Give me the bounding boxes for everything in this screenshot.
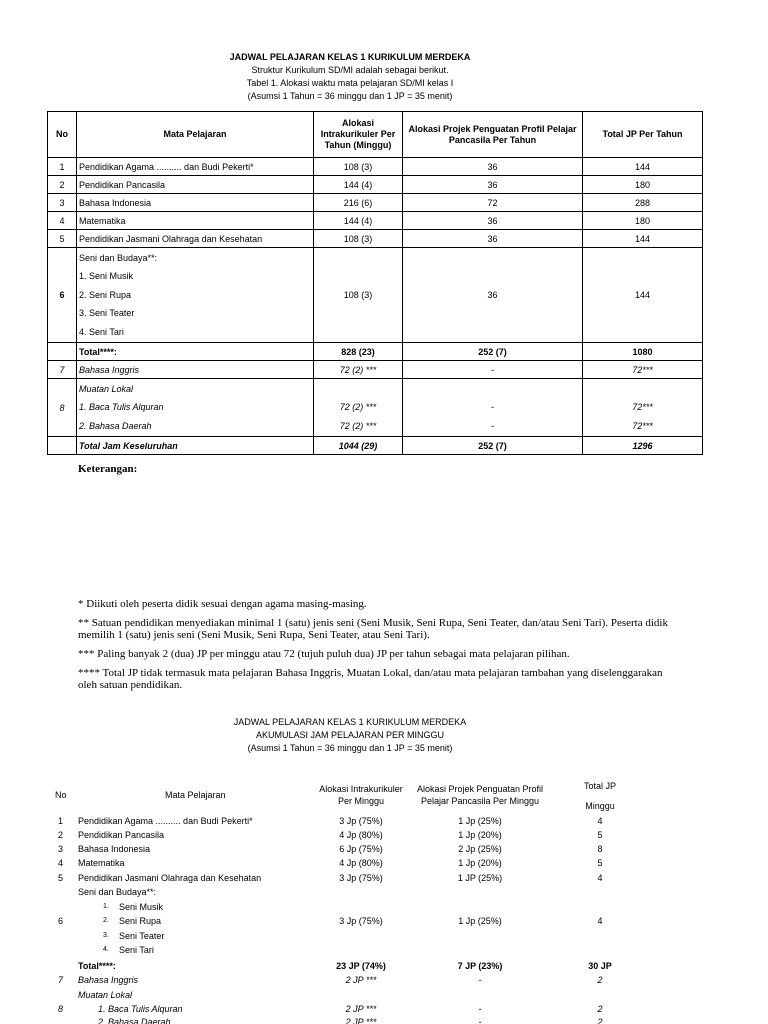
local-intra: 2 JP *** — [345, 1004, 377, 1014]
row-no: 1 — [48, 158, 77, 176]
row-subject: Bahasa Indonesia — [78, 844, 151, 854]
note-item: *** Paling banyak 2 (dua) JP per minggu atau 72 (tujuh puluh dua) JP per tahun sebagai mata pelajaran pilihan. — [78, 648, 570, 660]
row-no: 6 — [58, 916, 64, 926]
header-line-4: (Asumsi 1 Tahun = 36 minggu dan 1 JP = 35 menit) — [247, 91, 453, 101]
row-no: 8 — [48, 379, 77, 437]
notes-list — [78, 598, 678, 698]
row-projek: 36 — [403, 212, 583, 230]
row-no: 7 — [58, 975, 64, 985]
row-no: 4 — [48, 212, 77, 230]
col-header-subject: Mata Pelajaran — [165, 790, 226, 800]
grand-total: 1296 — [583, 437, 703, 455]
row-subject: Pendidikan Pancasila — [77, 176, 314, 194]
row-intra: 6 Jp (75%) — [339, 844, 383, 854]
row-intra: 4 Jp (80%) — [339, 858, 383, 868]
row-total: 8 — [597, 844, 603, 854]
local-projek: - — [491, 420, 494, 431]
row-no: 6 — [48, 248, 77, 343]
row-total: 5 — [597, 858, 603, 868]
row-projek: 36 — [403, 248, 583, 343]
row-total: 144 — [583, 230, 703, 248]
row-no: 1 — [58, 816, 64, 826]
document-title: JADWAL PELAJARAN KELAS 1 KURIKULUM MERDEKA — [229, 52, 471, 62]
header-line-2: Struktur Kurikulum SD/MI adalah sebagai berikut. — [251, 65, 449, 75]
row-subject: Pendidikan Jasmani Olahraga dan Kesehatan — [78, 873, 262, 883]
local-projek: - — [478, 1004, 482, 1014]
row-projek: 1 Jp (20%) — [458, 858, 502, 868]
table-row-grand-total — [48, 437, 703, 455]
total-label: Total****: — [77, 343, 314, 361]
note-item: * Diikuti oleh peserta didik sesuai dengan agama masing-masing. — [78, 598, 367, 610]
row-intra: 144 (4) — [314, 176, 403, 194]
row-subject: Bahasa Inggris — [78, 975, 139, 985]
row-projek: 72 — [403, 194, 583, 212]
row-total: 4 — [597, 873, 603, 883]
row-intra — [314, 379, 403, 437]
row-no: 3 — [58, 844, 64, 854]
annual-allocation-table — [47, 111, 703, 455]
local-item: 2. Bahasa Daerah — [79, 420, 152, 431]
table-row-arts — [48, 248, 703, 343]
row-intra: 3 Jp (75%) — [339, 816, 383, 826]
row-total: 180 — [583, 176, 703, 194]
row-total: 5 — [597, 830, 603, 840]
row-projek: 1 JP (25%) — [457, 873, 503, 883]
row-intra: 108 (3) — [314, 248, 403, 343]
local-intra: 72 (2) *** — [339, 402, 377, 413]
table-row-local — [48, 379, 703, 437]
arts-heading: Seni dan Budaya**: — [79, 253, 158, 263]
header2-line-3: (Asumsi 1 Tahun = 36 minggu dan 1 JP = 35 menit) — [247, 743, 453, 753]
local-total: 72*** — [632, 402, 653, 413]
col-header-total-b: Minggu — [585, 801, 615, 811]
row-subject: Pendidikan Agama .......... dan Budi Pekerti* — [77, 158, 314, 176]
row-total: 72*** — [583, 361, 703, 379]
arts-option-number: 1. — [103, 903, 109, 910]
local-item: 1. Baca Tulis Alquran — [98, 1004, 183, 1014]
row-intra: 216 (6) — [314, 194, 403, 212]
arts-option: Seni Tari — [119, 945, 154, 955]
row-projek: 1 Jp (25%) — [458, 916, 502, 926]
row-subject-arts — [77, 248, 314, 343]
notes-heading: Keterangan: — [78, 463, 138, 475]
row-no: 4 — [58, 858, 64, 868]
table-row — [48, 194, 703, 212]
row-intra: 3 Jp (75%) — [339, 873, 383, 883]
row-no: 7 — [48, 361, 77, 379]
row-projek: 1 Jp (25%) — [458, 816, 502, 826]
row-subject: Pendidikan Pancasila — [78, 830, 165, 840]
arts-option: Seni Rupa — [119, 916, 162, 926]
row-intra: 72 (2) *** — [314, 361, 403, 379]
total-intra: 23 JP (74%) — [336, 961, 386, 971]
arts-option-number: 2. — [103, 917, 109, 924]
row-subject: Pendidikan Jasmani Olahraga dan Kesehatan — [77, 230, 314, 248]
row-total: 180 — [583, 212, 703, 230]
local-projek: - — [491, 402, 494, 413]
row-total: 4 — [597, 916, 603, 926]
row-intra: 108 (3) — [314, 158, 403, 176]
row-total: 4 — [597, 816, 603, 826]
arts-option: 4. Seni Tari — [79, 326, 124, 337]
row-subject: Matematika — [77, 212, 314, 230]
document-title-2: JADWAL PELAJARAN KELAS 1 KURIKULUM MERDEKA — [233, 717, 467, 727]
row-total: 144 — [583, 248, 703, 343]
table-row-total — [48, 343, 703, 361]
table-row — [48, 158, 703, 176]
row-intra: 4 Jp (80%) — [339, 830, 383, 840]
arts-option: 1. Seni Musik — [79, 271, 134, 282]
row-projek: 2 Jp (25%) — [458, 844, 502, 854]
row-subject-local — [77, 379, 314, 437]
total-projek: 7 JP (23%) — [457, 961, 503, 971]
row-projek: - — [478, 975, 482, 985]
row-subject: Matematika — [78, 858, 125, 868]
arts-option: Seni Musik — [119, 902, 164, 912]
col-header-projek: Alokasi Projek Penguatan Profil Pelajar Pancasila Per Minggu — [416, 784, 544, 806]
row-subject: Bahasa Indonesia — [77, 194, 314, 212]
local-projek: - — [478, 1017, 482, 1024]
row-intra: 2 JP *** — [345, 975, 377, 985]
col-header-subject: Mata Pelajaran — [77, 112, 314, 158]
row-projek: - — [403, 361, 583, 379]
total-projek: 252 (7) — [403, 343, 583, 361]
grand-projek: 252 (7) — [403, 437, 583, 455]
total-label: Total****: — [78, 961, 116, 971]
grand-intra: 1044 (29) — [314, 437, 403, 455]
row-subject: Pendidikan Agama .......... dan Budi Pekerti* — [78, 816, 253, 826]
arts-option: Seni Teater — [119, 931, 165, 941]
table-header-row — [48, 112, 703, 158]
arts-option: 2. Seni Rupa — [79, 289, 132, 300]
local-intra: 2 JP *** — [345, 1017, 377, 1024]
row-intra: 144 (4) — [314, 212, 403, 230]
col-header-no: No — [48, 112, 77, 158]
total-intra: 828 (23) — [314, 343, 403, 361]
header2-line-2: AKUMULASI JAM PELAJARAN PER MINGGU — [255, 730, 445, 740]
row-no: 2 — [48, 176, 77, 194]
header-line-3: Tabel 1. Alokasi waktu mata pelajaran SD/MI kelas I — [246, 78, 454, 88]
local-heading: Muatan Lokal — [79, 384, 134, 395]
row-total: 144 — [583, 158, 703, 176]
row-no: 2 — [58, 830, 64, 840]
row-no: 8 — [58, 1004, 64, 1014]
total-total: 30 JP — [588, 961, 612, 971]
row-projek: 1 Jp (20%) — [458, 830, 502, 840]
col-header-total: Total JP Per Tahun — [583, 112, 703, 158]
grand-label: Total Jam Keseluruhan — [77, 437, 314, 455]
local-intra: 72 (2) *** — [339, 420, 377, 431]
row-intra: 108 (3) — [314, 230, 403, 248]
table-row — [48, 230, 703, 248]
local-heading: Muatan Lokal — [78, 990, 133, 1000]
row-no: 5 — [58, 873, 64, 883]
document-header — [0, 51, 700, 103]
row-no: 5 — [48, 230, 77, 248]
table-row — [48, 212, 703, 230]
row-no: 3 — [48, 194, 77, 212]
row-projek: 36 — [403, 158, 583, 176]
col-header-intra: Alokasi Intrakurikuler Per Minggu — [319, 784, 403, 806]
local-total: 72*** — [632, 420, 653, 431]
row-projek: 36 — [403, 230, 583, 248]
col-header-projek: Alokasi Projek Penguatan Profil Pelajar Pancasila Per Tahun — [403, 112, 583, 158]
row-total — [583, 379, 703, 437]
row-subject: Bahasa Inggris — [77, 361, 314, 379]
row-total: 2 — [597, 975, 603, 985]
table-row-english — [48, 361, 703, 379]
col-header-no: No — [55, 790, 67, 800]
row-projek: 36 — [403, 176, 583, 194]
row-projek — [403, 379, 583, 437]
note-item: ** Satuan pendidikan menyediakan minimal 1 (satu) jenis seni (Seni Musik, Seni Rupa, Seni Teater, dan/atau Seni Tari). Peserta didik memilih 1 (satu) jenis seni (Seni Musik, Seni Rupa, Seni Teater, atau Seni Tari). — [78, 617, 668, 641]
local-total: 2 — [597, 1017, 603, 1024]
note-item: **** Total JP tidak termasuk mata pelajaran Bahasa Inggris, Muatan Lokal, dan/atau mata pelajaran tambahan yang diselenggarakan oleh satuan pendidikan. — [78, 667, 663, 691]
arts-option-number: 4. — [103, 946, 109, 953]
arts-option-number: 3. — [103, 932, 109, 939]
row-total: 288 — [583, 194, 703, 212]
arts-option: 3. Seni Teater — [79, 308, 135, 319]
local-item: 2. Bahasa Daerah — [98, 1017, 171, 1024]
document-header-2 — [0, 716, 700, 755]
arts-heading: Seni dan Budaya**: — [78, 887, 157, 897]
col-header-intra: Alokasi Intrakurikuler Per Tahun (Minggu) — [314, 112, 403, 158]
row-intra: 3 Jp (75%) — [339, 916, 383, 926]
total-total: 1080 — [583, 343, 703, 361]
col-header-total-a: Total JP — [583, 781, 616, 791]
local-item: 1. Baca Tulis Alquran — [79, 402, 164, 413]
table-row — [48, 176, 703, 194]
local-total: 2 — [597, 1004, 603, 1014]
